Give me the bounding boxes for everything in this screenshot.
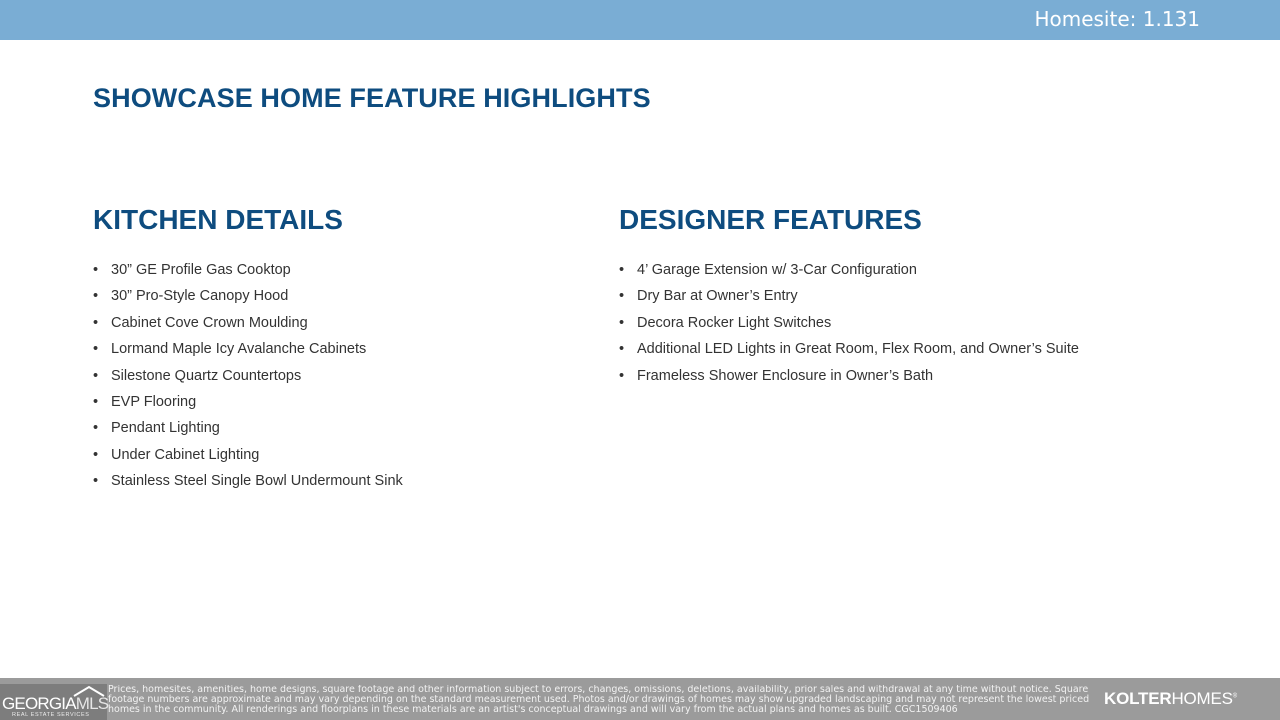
legal-disclaimer: Prices, homesites, amenities, home designs, square footage and other information subject to errors, changes, omissions, deletions, availability, prior sales and withdrawal at any time without notice. Square footage numbers are approximate and may vary depending on the standard measurement used. Photos and/or drawings of homes may show upgraded landscaping and may not represent the lowest priced homes in the community. All renderings and floorplans in these materials are an artist's conceptual drawings and will vary from the actual plans and homes as built. CGC1509406	[108, 685, 1090, 715]
list-item: • Dry Bar at Owner’s Entry	[619, 286, 1079, 312]
list-item: • Decora Rocker Light Switches	[619, 313, 1079, 339]
list-item: • EVP Flooring	[93, 392, 403, 418]
homesite-label: Homesite: 1.131	[1034, 7, 1200, 31]
list-item: • Cabinet Cove Crown Moulding	[93, 313, 403, 339]
georgia-mls-subtitle: REAL ESTATE SERVICES	[12, 712, 90, 718]
designer-features-heading: DESIGNER FEATURES	[619, 204, 922, 235]
georgia-mls-wordmark: GEORGIAMLS	[2, 694, 109, 713]
kolter-homes-logo: KOLTERHOMES®	[1104, 689, 1238, 708]
list-item: • 4’ Garage Extension w/ 3-Car Configuration	[619, 260, 1079, 286]
list-item: • Under Cabinet Lighting	[93, 445, 403, 471]
designer-features-list	[619, 260, 1079, 392]
list-item: • Stainless Steel Single Bowl Undermount Sink	[93, 471, 403, 497]
kitchen-details-heading: KITCHEN DETAILS	[93, 204, 343, 235]
list-item: • Silestone Quartz Countertops	[93, 366, 403, 392]
list-item: • Frameless Shower Enclosure in Owner’s Bath	[619, 366, 1079, 392]
list-item: • Lormand Maple Icy Avalanche Cabinets	[93, 339, 403, 365]
georgia-mls-logo	[0, 684, 107, 720]
list-item: • Additional LED Lights in Great Room, Flex Room, and Owner’s Suite	[619, 339, 1079, 365]
kitchen-details-list	[93, 260, 403, 498]
list-item: • 30” GE Profile Gas Cooktop	[93, 260, 403, 286]
list-item: • 30” Pro-Style Canopy Hood	[93, 286, 403, 312]
list-item: • Pendant Lighting	[93, 418, 403, 444]
page-title: SHOWCASE HOME FEATURE HIGHLIGHTS	[93, 83, 651, 113]
